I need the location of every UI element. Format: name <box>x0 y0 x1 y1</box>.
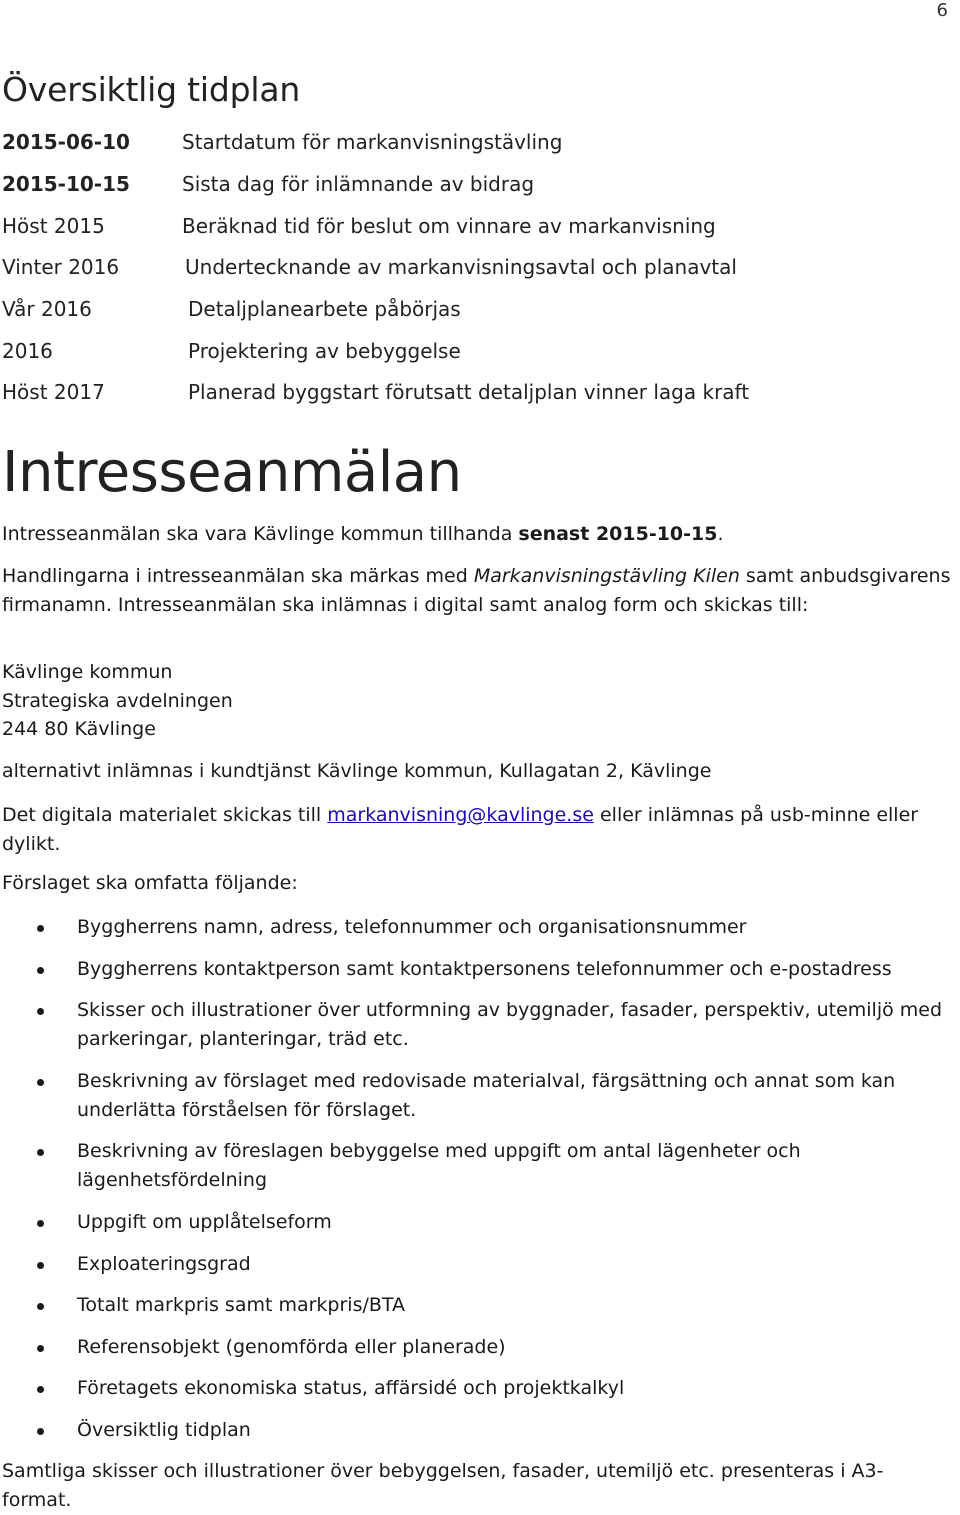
schedule-date: Vår 2016 <box>2 297 92 321</box>
address-line: Strategiska avdelningen <box>2 690 233 712</box>
schedule-date: Vinter 2016 <box>2 255 120 279</box>
bullet-icon <box>37 1262 44 1269</box>
list-item: Exploateringsgrad <box>77 1253 251 1275</box>
bullet-icon <box>37 1008 44 1015</box>
competition-name: Markanvisningstävling Kilen <box>473 565 740 587</box>
list-item: Översiktlig tidplan <box>77 1419 251 1441</box>
schedule-desc: Sista dag för inlämnande av bidrag <box>182 172 535 196</box>
list-item: Företagets ekonomiska status, affärsidé och projektkalkyl <box>77 1377 625 1399</box>
alternative-text: alternativt inlämnas i kundtjänst Kävlinge kommun, Kullagatan 2, Kävlinge <box>2 760 712 782</box>
digital-paragraph: Det digitala materialet skickas till markanvisning@kavlinge.se eller inlämnas på usb-minne eller dylikt. <box>2 804 919 855</box>
bullet-icon <box>37 1428 44 1435</box>
list-item: Uppgift om upplåtelseform <box>77 1211 332 1233</box>
list-item: Byggherrens namn, adress, telefonnummer och organisationsnummer <box>77 916 747 938</box>
bullet-icon <box>37 1386 44 1393</box>
address-line: Kävlinge kommun <box>2 661 173 683</box>
bullet-icon <box>37 1220 44 1227</box>
schedule-date: Höst 2017 <box>2 380 105 404</box>
schedule-desc: Startdatum för markanvisningstävling <box>182 130 563 154</box>
bullet-icon <box>37 1345 44 1352</box>
bullet-icon <box>37 1079 44 1086</box>
list-item: Referensobjekt (genomförda eller planerade) <box>77 1336 506 1358</box>
schedule-desc: Detaljplanearbete påbörjas <box>188 297 461 321</box>
intresse-heading: Intresseanmälan <box>2 440 462 505</box>
deadline-paragraph: Intresseanmälan ska vara Kävlinge kommun tillhanda senast 2015-10-15. <box>2 523 724 545</box>
list-item: Skisser och illustrationer över utformning av byggnader, fasader, perspektiv, utemiljö med parkeringar, planteringar, träd etc. <box>77 999 943 1050</box>
bullet-icon <box>37 1303 44 1310</box>
list-item: Beskrivning av föreslagen bebyggelse med uppgift om antal lägenheter och lägenhetsfördelning <box>77 1140 801 1191</box>
page-number: 6 <box>936 0 948 21</box>
deadline-date: senast 2015-10-15 <box>518 523 718 545</box>
list-item: Totalt markpris samt markpris/BTA <box>77 1294 406 1316</box>
proposal-intro: Förslaget ska omfatta följande: <box>2 872 298 894</box>
marking-paragraph: Handlingarna i intresseanmälan ska märkas med Markanvisningstävling Kilen samt anbudsgivarens firmanamn. Intresseanmälan ska inlämnas i digital samt analog form och skickas till: <box>2 565 951 616</box>
list-item: Byggherrens kontaktperson samt kontaktpersonens telefonnummer och e-postadress <box>77 958 892 980</box>
schedule-desc: Beräknad tid för beslut om vinnare av markanvisning <box>182 214 716 238</box>
schedule-date: 2016 <box>2 339 53 363</box>
list-item: Beskrivning av förslaget med redovisade materialval, färgsättning och annat som kan underlätta förståelsen för förslaget. <box>77 1070 896 1121</box>
schedule-desc: Undertecknande av markanvisningsavtal och planavtal <box>185 255 737 279</box>
email-link[interactable]: markanvisning@kavlinge.se <box>327 804 594 826</box>
schedule-desc: Planerad byggstart förutsatt detaljplan vinner laga kraft <box>188 380 750 404</box>
bullet-icon <box>37 1149 44 1156</box>
bullet-icon <box>37 967 44 974</box>
schedule-desc: Projektering av bebyggelse <box>188 339 461 363</box>
schedule-date: 2015-10-15 <box>2 172 130 196</box>
tidplan-heading: Översiktlig tidplan <box>2 70 301 109</box>
address-line: 244 80 Kävlinge <box>2 718 156 740</box>
schedule-date: 2015-06-10 <box>2 130 130 154</box>
bullet-icon <box>37 925 44 932</box>
schedule-date: Höst 2015 <box>2 214 105 238</box>
closing-paragraph: Samtliga skisser och illustrationer över bebyggelsen, fasader, utemiljö etc. presenteras i A3-format. <box>2 1460 884 1511</box>
